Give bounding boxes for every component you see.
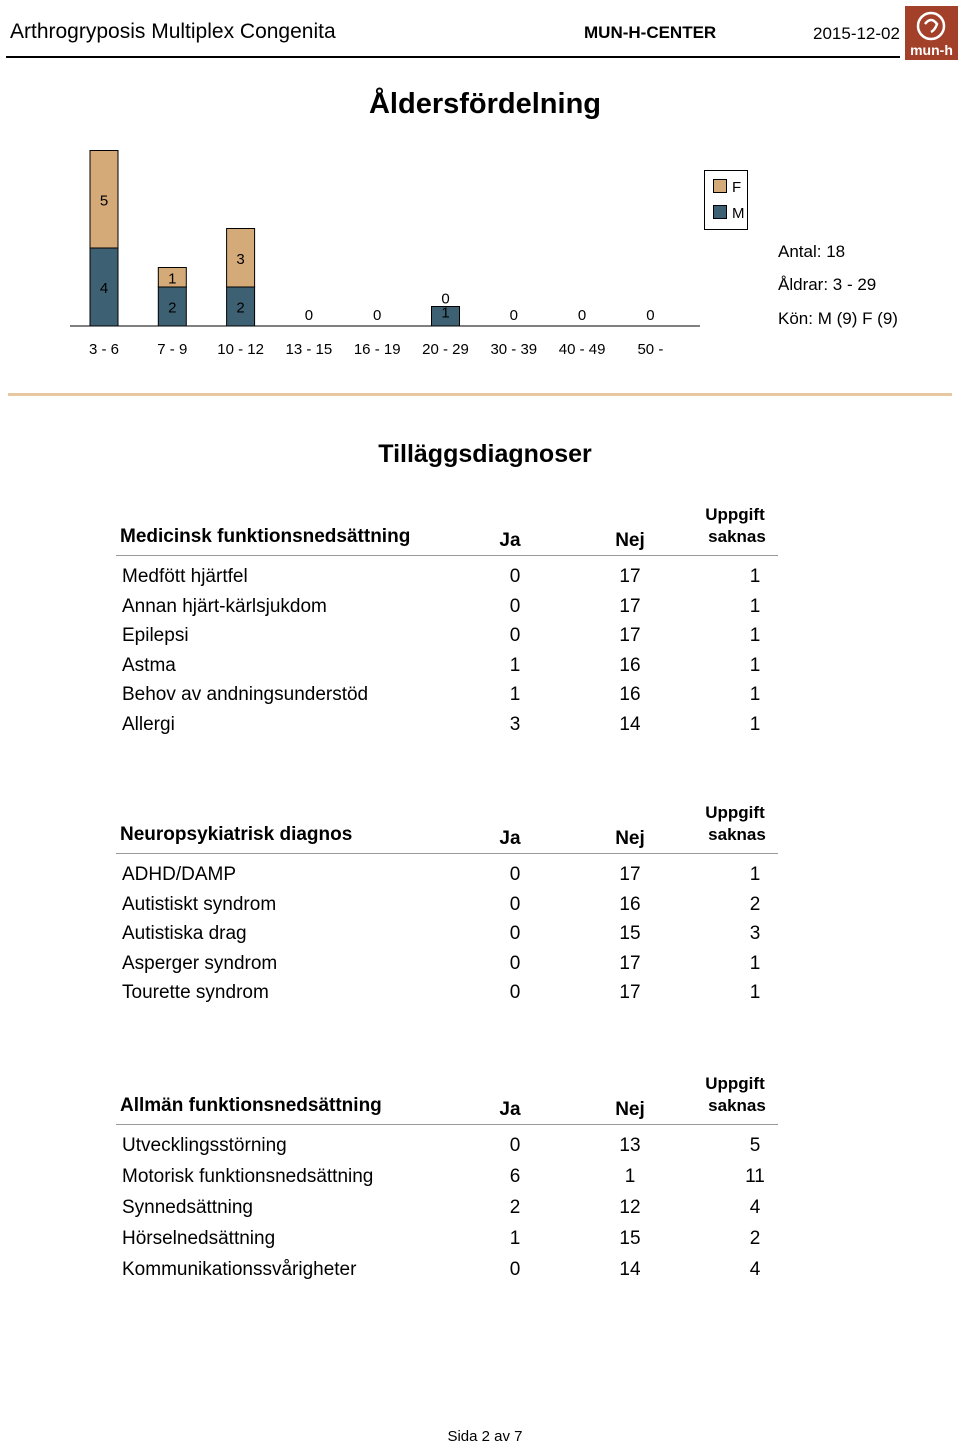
row-yes: 0 (509, 923, 521, 944)
row-yes: 0 (509, 864, 521, 885)
chart-legend (704, 170, 748, 230)
row-no: 12 (619, 1197, 641, 1218)
table-rule (116, 1124, 778, 1125)
column-header-no: Nej (615, 1099, 645, 1120)
data-label-zero: 0 (304, 307, 314, 324)
row-no: 17 (619, 982, 641, 1003)
row-label: ADHD/DAMP (122, 864, 237, 885)
data-label-m: 2 (168, 299, 177, 317)
section-title: Neuropsykiatrisk diagnos (120, 824, 353, 845)
row-label: Motorisk funktionsnedsättning (122, 1166, 374, 1187)
row-yes: 0 (509, 566, 521, 587)
legend-label-m: M (732, 205, 745, 222)
table-row (0, 1166, 960, 1192)
data-label-zero: 0 (646, 307, 655, 324)
row-missing: 1 (749, 654, 761, 676)
row-yes: 1 (509, 654, 521, 676)
row-label: Asperger syndrom (122, 952, 278, 974)
row-missing: 1 (749, 625, 761, 646)
row-no: 14 (619, 713, 641, 735)
data-label-zero: 0 (373, 307, 382, 324)
row-missing: 2 (749, 893, 761, 915)
column-header-missing-2: saknas (708, 825, 766, 844)
data-label-f: 0 (441, 290, 450, 308)
document-title: Arthrogryposis Multiplex Congenita (10, 20, 336, 43)
column-header-yes: Ja (499, 1099, 521, 1120)
row-label: Tourette syndrom (122, 982, 269, 1003)
row-missing: 1 (749, 952, 761, 974)
stat-age-range: Åldrar: 3 - 29 (778, 275, 877, 294)
row-yes: 1 (509, 1228, 521, 1249)
logo-text: mun-h (910, 42, 953, 58)
table-row (0, 684, 960, 710)
stat-count: Antal: 18 (778, 242, 846, 261)
row-missing: 4 (749, 1259, 761, 1280)
category-label: 20 - 29 (422, 341, 469, 358)
table-row (0, 1228, 960, 1254)
row-yes: 2 (509, 1197, 521, 1218)
column-header-yes: Ja (499, 828, 521, 849)
row-yes: 3 (509, 713, 521, 735)
category-label: 40 - 49 (558, 341, 606, 358)
row-no: 16 (619, 684, 641, 705)
row-label: Medfött hjärtfel (122, 566, 248, 587)
row-no: 15 (619, 923, 641, 944)
table-row (0, 1259, 960, 1285)
row-missing: 3 (749, 923, 761, 944)
table-rule (116, 555, 778, 556)
table-row (0, 625, 960, 651)
table-row (0, 953, 960, 979)
row-no: 15 (619, 1228, 641, 1249)
column-header-missing-2: saknas (708, 527, 766, 546)
row-no: 17 (619, 625, 641, 646)
legend-item-m (713, 205, 745, 222)
section-title: Medicinsk funktionsnedsättning (120, 526, 411, 547)
data-label-f: 5 (99, 192, 109, 210)
data-label-f: 1 (168, 270, 177, 288)
category-label: 50 - (637, 341, 664, 358)
row-label: Behov av andningsunderstöd (122, 684, 369, 705)
table-row (0, 1197, 960, 1223)
data-label-m: 2 (236, 299, 245, 317)
category-label: 7 - 9 (157, 341, 188, 358)
legend-item-f (713, 179, 741, 196)
row-no: 16 (619, 893, 641, 915)
column-header-no: Nej (615, 530, 645, 551)
age-distribution-title: Åldersfördelning (368, 88, 601, 120)
row-yes: 0 (509, 952, 521, 974)
table-row (0, 982, 960, 1008)
row-label: Astma (122, 654, 176, 676)
row-missing: 11 (745, 1166, 765, 1187)
table-row (0, 864, 960, 890)
category-label: 13 - 15 (285, 341, 333, 358)
row-missing: 1 (749, 595, 761, 617)
row-label: Synnedsättning (122, 1197, 253, 1218)
row-missing: 1 (749, 982, 761, 1003)
row-no: 17 (619, 864, 641, 885)
category-label: 10 - 12 (217, 341, 264, 358)
row-label: Autistiska drag (122, 923, 247, 944)
row-label: Utvecklingsstörning (122, 1135, 287, 1156)
legend-swatch-f (713, 179, 727, 193)
row-label: Annan hjärt-kärlsjukdom (122, 595, 327, 617)
row-label: Hörselnedsättning (122, 1228, 276, 1249)
data-label-zero: 0 (509, 307, 518, 324)
table-row (0, 596, 960, 622)
document-date: 2015-12-02 (813, 24, 900, 43)
legend-swatch-m (713, 205, 727, 219)
row-no: 13 (619, 1135, 641, 1156)
page-number: Sida 2 av 7 (447, 1428, 523, 1445)
section-divider (8, 393, 952, 396)
row-missing: 1 (749, 566, 761, 587)
row-yes: 0 (509, 1259, 521, 1280)
data-label-f: 3 (236, 250, 245, 268)
row-yes: 0 (509, 893, 521, 915)
row-no: 14 (619, 1259, 641, 1280)
column-header-missing-1: Uppgift (705, 1074, 765, 1093)
header-rule (6, 56, 900, 58)
row-no: 1 (624, 1166, 636, 1187)
category-label: 3 - 6 (88, 341, 120, 358)
row-missing: 1 (749, 864, 761, 885)
data-label-m: 4 (99, 280, 109, 297)
category-label: 30 - 39 (490, 341, 538, 358)
row-no: 17 (619, 952, 641, 974)
row-no: 17 (619, 566, 641, 587)
data-label-zero: 0 (577, 307, 587, 324)
table-row (0, 714, 960, 740)
table-row (0, 566, 960, 592)
row-label: Epilepsi (122, 625, 189, 646)
stat-gender: Kön: M (9) F (9) (778, 309, 898, 328)
row-missing: 4 (749, 1197, 761, 1218)
row-missing: 5 (749, 1135, 761, 1156)
supplementary-title: Tilläggsdiagnoser (378, 440, 592, 468)
category-label: 16 - 19 (353, 341, 401, 358)
section-title: Allmän funktionsnedsättning (120, 1095, 382, 1116)
legend-label-f: F (732, 179, 742, 196)
row-label: Kommunikationssvårigheter (122, 1259, 357, 1280)
row-yes: 0 (509, 625, 521, 646)
table-row (0, 923, 960, 949)
row-missing: 1 (749, 713, 761, 735)
column-header-missing-2: saknas (708, 1096, 766, 1115)
column-header-missing-1: Uppgift (705, 505, 765, 524)
column-header-missing-1: Uppgift (705, 803, 765, 822)
mun-h-logo (905, 6, 958, 60)
column-header-no: Nej (615, 828, 645, 849)
row-missing: 1 (749, 684, 761, 705)
row-yes: 0 (509, 595, 521, 617)
row-label: Allergi (122, 713, 175, 735)
row-missing: 2 (749, 1228, 761, 1249)
table-row (0, 1135, 960, 1161)
table-rule (116, 853, 778, 854)
table-row (0, 655, 960, 681)
row-no: 16 (619, 654, 641, 676)
organization-name: MUN-H-CENTER (584, 23, 717, 42)
data-label-m: 1 (441, 304, 450, 322)
row-no: 17 (619, 595, 641, 617)
table-row (0, 894, 960, 920)
row-yes: 0 (509, 982, 521, 1003)
row-yes: 0 (509, 1135, 521, 1156)
row-label: Autistiskt syndrom (122, 893, 277, 915)
row-yes: 6 (509, 1166, 521, 1187)
row-yes: 1 (509, 684, 521, 705)
column-header-yes: Ja (499, 530, 521, 551)
